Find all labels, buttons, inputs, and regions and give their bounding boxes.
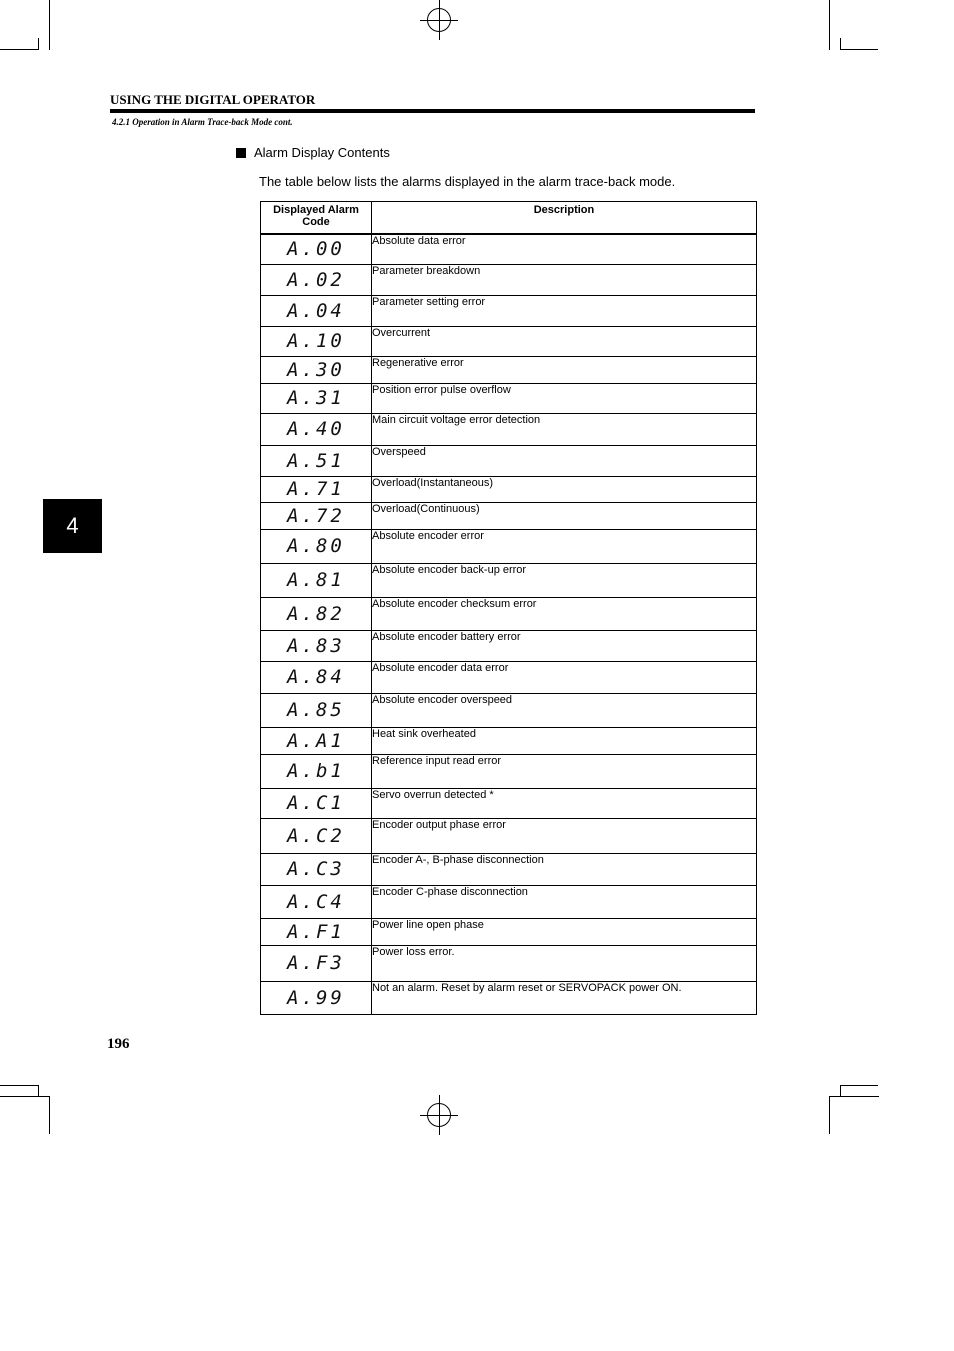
table-row	[261, 563, 757, 597]
alarm-code: A.71	[261, 476, 372, 502]
alarm-code: A.F3	[261, 945, 372, 981]
alarm-description: Overload(Continuous)	[372, 502, 757, 529]
section-heading	[236, 145, 390, 160]
crop-mark	[49, 0, 50, 50]
alarm-code: A.F1	[261, 918, 372, 945]
alarm-code: A.80	[261, 529, 372, 563]
table-row	[261, 383, 757, 413]
alarm-table	[260, 201, 757, 1015]
alarm-code: A.C2	[261, 818, 372, 853]
alarm-code: A.83	[261, 630, 372, 661]
table-row	[261, 853, 757, 885]
table-row	[261, 234, 757, 264]
alarm-code: A.84	[261, 661, 372, 693]
alarm-description: Encoder A-, B-phase disconnection	[372, 853, 757, 885]
alarm-description: Reference input read error	[372, 754, 757, 788]
alarm-code: A.00	[261, 234, 372, 264]
alarm-description: Servo overrun detected *	[372, 788, 757, 818]
table-row	[261, 885, 757, 918]
alarm-code: A.51	[261, 445, 372, 476]
crop-mark	[829, 0, 830, 50]
table-row	[261, 413, 757, 445]
alarm-description: Absolute encoder checksum error	[372, 597, 757, 630]
alarm-code: A.02	[261, 264, 372, 295]
crop-mark	[38, 38, 39, 50]
alarm-code: A.31	[261, 383, 372, 413]
alarm-description: Encoder C-phase disconnection	[372, 885, 757, 918]
column-header-code: Displayed Alarm Code	[261, 202, 372, 235]
table-row	[261, 295, 757, 326]
alarm-description: Absolute encoder overspeed	[372, 693, 757, 727]
table-row	[261, 476, 757, 502]
crop-mark	[829, 1096, 879, 1097]
crop-mark	[840, 38, 841, 50]
alarm-description: Absolute encoder battery error	[372, 630, 757, 661]
square-bullet-icon	[236, 148, 246, 158]
alarm-description: Absolute data error	[372, 234, 757, 264]
alarm-code: A.C4	[261, 885, 372, 918]
alarm-code: A.72	[261, 502, 372, 529]
alarm-description: Absolute encoder error	[372, 529, 757, 563]
header-rule	[110, 109, 755, 113]
table-row	[261, 529, 757, 563]
alarm-description: Power loss error.	[372, 945, 757, 981]
table-row	[261, 597, 757, 630]
column-header-description: Description	[372, 202, 757, 235]
alarm-description: Absolute encoder data error	[372, 661, 757, 693]
alarm-description: Overcurrent	[372, 326, 757, 356]
table-row	[261, 264, 757, 295]
page-number: 196	[107, 1036, 130, 1052]
alarm-description: Overspeed	[372, 445, 757, 476]
table-row	[261, 788, 757, 818]
table-row	[261, 918, 757, 945]
table-row	[261, 693, 757, 727]
alarm-code: A.A1	[261, 727, 372, 754]
alarm-code: A.C3	[261, 853, 372, 885]
table-row	[261, 356, 757, 383]
alarm-code: A.04	[261, 295, 372, 326]
crop-mark	[420, 20, 458, 21]
table-header-row	[261, 202, 757, 235]
alarm-code: A.10	[261, 326, 372, 356]
intro-paragraph: The table below lists the alarms displayed in the alarm trace-back mode.	[259, 174, 676, 189]
crop-mark	[0, 1096, 50, 1097]
alarm-code: A.99	[261, 981, 372, 1014]
alarm-code: A.82	[261, 597, 372, 630]
crop-mark	[840, 49, 878, 50]
crop-mark	[420, 1115, 458, 1116]
table-row	[261, 754, 757, 788]
table-row	[261, 326, 757, 356]
alarm-description: Heat sink overheated	[372, 727, 757, 754]
alarm-description: Regenerative error	[372, 356, 757, 383]
alarm-code: A.85	[261, 693, 372, 727]
table-row	[261, 445, 757, 476]
table-row	[261, 945, 757, 981]
alarm-description: Not an alarm. Reset by alarm reset or SERVOPACK power ON.	[372, 981, 757, 1014]
section-heading-text: Alarm Display Contents	[254, 145, 390, 160]
table-row	[261, 981, 757, 1014]
subsection-header: 4.2.1 Operation in Alarm Trace-back Mode cont.	[112, 117, 293, 127]
alarm-description: Parameter setting error	[372, 295, 757, 326]
crop-mark	[0, 1085, 38, 1086]
table-row	[261, 502, 757, 529]
alarm-code: A.C1	[261, 788, 372, 818]
alarm-code: A.81	[261, 563, 372, 597]
table-row	[261, 661, 757, 693]
alarm-description: Parameter breakdown	[372, 264, 757, 295]
table-row	[261, 818, 757, 853]
alarm-description: Absolute encoder back-up error	[372, 563, 757, 597]
alarm-description: Power line open phase	[372, 918, 757, 945]
table-row	[261, 630, 757, 661]
alarm-code: A.30	[261, 356, 372, 383]
alarm-code: A.b1	[261, 754, 372, 788]
alarm-code: A.40	[261, 413, 372, 445]
chapter-tab: 4	[43, 499, 102, 553]
alarm-description: Main circuit voltage error detection	[372, 413, 757, 445]
crop-mark	[829, 1096, 830, 1134]
running-header: USING THE DIGITAL OPERATOR	[110, 92, 316, 107]
alarm-description: Position error pulse overflow	[372, 383, 757, 413]
table-row	[261, 727, 757, 754]
crop-mark	[49, 1096, 50, 1134]
alarm-description: Encoder output phase error	[372, 818, 757, 853]
crop-mark	[0, 49, 38, 50]
alarm-description: Overload(Instantaneous)	[372, 476, 757, 502]
crop-mark	[840, 1085, 878, 1086]
